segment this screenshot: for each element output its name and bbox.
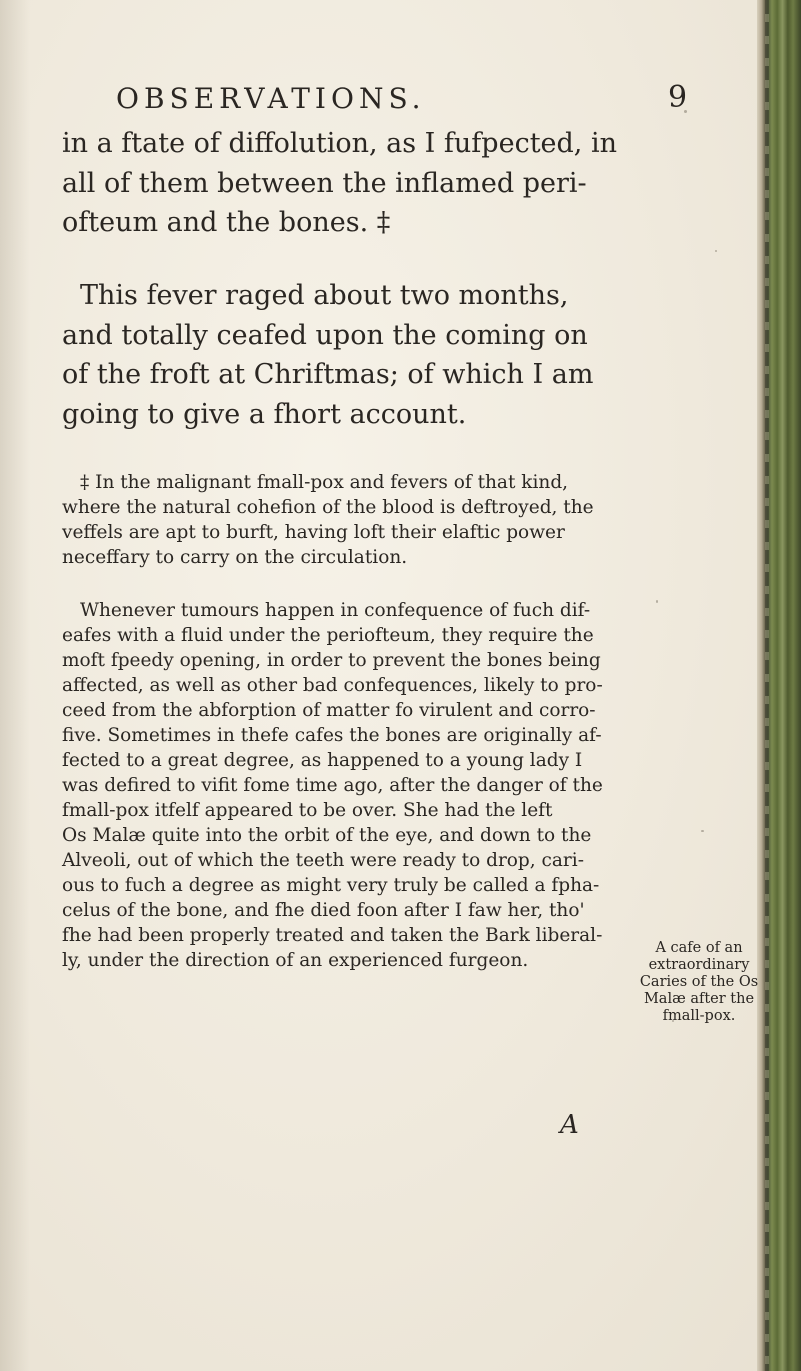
page-number: 9 [668, 80, 688, 115]
footnote-line: was defired to vifit fome time ago, after the danger of the [62, 775, 603, 796]
text-line: of the froft at Chriftmas; of which I am [62, 359, 594, 390]
margin-note-line: A cafe of an [655, 940, 743, 956]
footnote-one [62, 470, 682, 570]
text-line: ofteum and the bones. ‡ [62, 207, 391, 238]
margin-note [634, 940, 764, 1025]
footnote-line: Alveoli, out of which the teeth were ready to drop, cari- [62, 850, 584, 871]
footnote-line: eafes with a fluid under the periofteum, they require the [62, 625, 594, 646]
ink-speck [701, 830, 704, 832]
footnote-line: neceffary to carry on the circulation. [62, 547, 408, 568]
text-line: and totally ceafed upon the coming on [62, 319, 588, 351]
footnote-line: moft fpeedy opening, in order to prevent the bones being [62, 650, 601, 671]
running-head: OBSERVATIONS. [116, 82, 426, 115]
text-line: in a ftate of diffolution, as I fufpected, in [62, 128, 617, 159]
ink-speck [684, 110, 687, 113]
paragraph-continued [62, 124, 682, 243]
footnote-line: celus of the bone, and fhe died foon after I faw her, tho' [62, 900, 585, 921]
footnote-line: Os Malæ quite into the orbit of the eye, and down to the [62, 825, 592, 846]
book-binding-edge [757, 0, 801, 1371]
footnote-line: ly, under the direction of an experienced furgeon. [62, 950, 529, 971]
catchword: A [560, 1110, 579, 1140]
ink-speck [672, 1020, 674, 1022]
footnote-line: ous to fuch a degree as might very truly be called a fpha- [62, 875, 600, 896]
footnote-line: five. Sometimes in thefe cafes the bones are originally af- [62, 725, 602, 746]
footnote-line: veffels are apt to burft, having loft their elaftic power [62, 522, 565, 543]
footnote-line: fhe had been properly treated and taken the Bark liberal- [62, 925, 603, 946]
footnote-two [62, 598, 682, 973]
margin-note-line: extraordinary [648, 957, 750, 973]
text-line: This fever raged about two months, [80, 280, 569, 311]
margin-note-line: Malæ after the [643, 991, 755, 1007]
footnote-line: fected to a great degree, as happened to a young lady I [62, 750, 583, 771]
footnote-line: fmall-pox itfelf appeared to be over. She had the left [62, 800, 553, 821]
footnote-line: Whenever tumours happen in confequence of fuch dif- [80, 600, 591, 621]
footnote-line: where the natural cohefion of the blood is deftroyed, the [62, 497, 594, 518]
text-line: all of them between the inflamed peri- [62, 167, 587, 199]
paragraph-fever [62, 276, 682, 434]
margin-note-line: fmall-pox. [662, 1008, 736, 1024]
ink-speck [715, 250, 717, 252]
margin-note-line: Caries of the Os [639, 974, 759, 990]
ink-speck [656, 600, 658, 603]
footnote-line: ceed from the abforption of matter fo virulent and corro- [62, 700, 596, 721]
footnote-line: ‡ In the malignant fmall-pox and fevers of that kind, [80, 472, 569, 493]
text-line: going to give a fhort account. [62, 398, 467, 430]
footnote-line: affected, as well as other bad confequences, likely to pro- [62, 675, 603, 696]
page-gutter-shadow [0, 0, 30, 1371]
